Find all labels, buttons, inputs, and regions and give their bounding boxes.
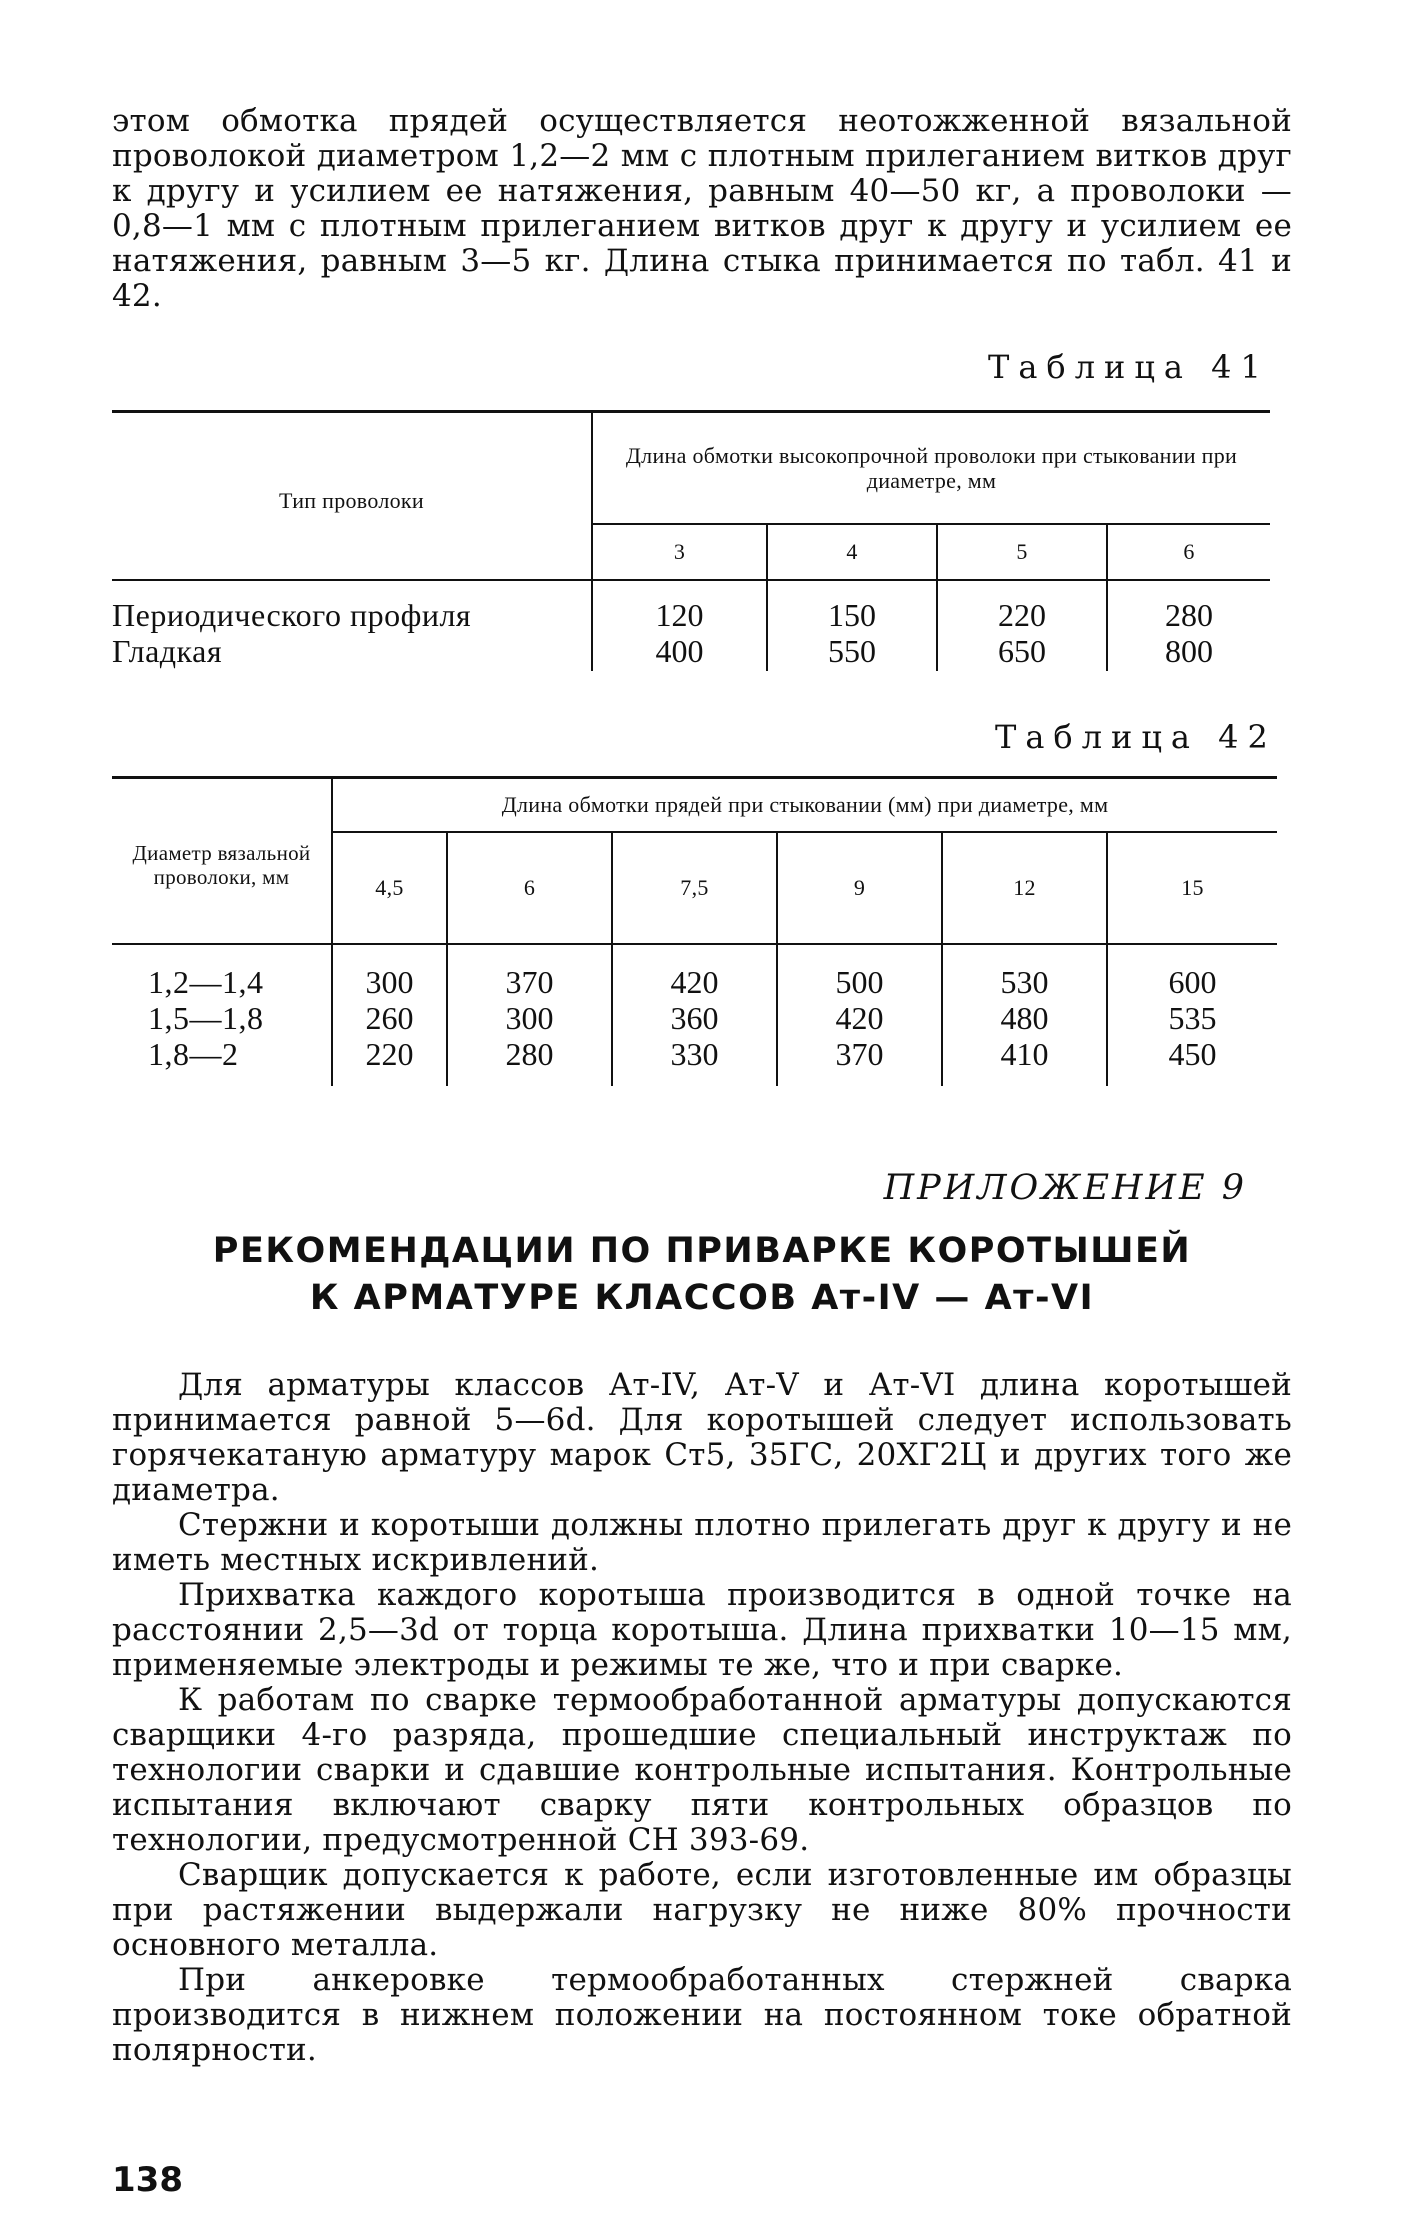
table-41-group-header: Длина обмотки высокопрочной проволоки при стыковании при диаметре, мм <box>592 412 1270 524</box>
body-paragraph: При анкеровке термообработанных стержней сварка производится в нижнем положении на постоянном токе обратной полярности. <box>112 1962 1292 2068</box>
table-42-diameter-header: 12 <box>942 832 1107 944</box>
table-41-row-label: Гладкая <box>112 633 592 671</box>
table-42-cell: 420 <box>612 944 777 1000</box>
table-41-cell: 280 <box>1165 596 1213 633</box>
table-42-cell: 220 <box>332 1036 447 1086</box>
table-42-caption: Таблица 42 <box>995 718 1277 756</box>
page-number: 138 <box>112 2160 183 2200</box>
table-41-type-header: Тип проволоки <box>112 412 592 580</box>
table-row <box>112 1036 1277 1086</box>
table-42-cell: 370 <box>447 944 612 1000</box>
table-row <box>112 944 1277 1000</box>
section-heading-line-2: К АРМАТУРЕ КЛАССОВ Ат-IV — Ат-VI <box>309 1278 1095 1318</box>
table-42-cell: 330 <box>612 1036 777 1086</box>
table-42-row-label: 1,5—1,8 <box>112 1000 332 1036</box>
table-42-cell: 370 <box>777 1036 942 1086</box>
table-42-wire-header: Диаметр вязальной проволоки, мм <box>112 778 332 944</box>
table-41-diameter-header: 3 <box>592 524 767 580</box>
table-row <box>112 1000 1277 1036</box>
table-41-cell: 120 <box>592 580 767 633</box>
table-42-diameter-header: 9 <box>777 832 942 944</box>
section-heading-line-1: РЕКОМЕНДАЦИИ ПО ПРИВАРКЕ КОРОТЫШЕЙ <box>212 1231 1192 1271</box>
table-42-group-header: Длина обмотки прядей при стыковании (мм) при диаметре, мм <box>332 778 1277 832</box>
table-42-cell: 420 <box>777 1000 942 1036</box>
body-paragraph: Сварщик допускается к работе, если изготовленные им образцы при растяжении выдержали нагрузку не ниже 80% прочности основного металла. <box>112 1857 1292 1963</box>
body-paragraph: К работам по сварке термообработанной арматуры допускаются сварщики 4-го разряда, прошедшие специальный инструктаж по технологии сварки и сдавшие контрольные испытания. Контрольные испытания включают сварку пяти контрольных образцов по технологии, предусмотренной СН 393-69. <box>112 1682 1292 1858</box>
table-41 <box>112 410 1270 671</box>
table-41-diameter-header: 6 <box>1107 524 1270 580</box>
table-41-caption: Таблица 41 <box>988 348 1270 386</box>
table-42-cell: 535 <box>1168 999 1217 1036</box>
table-42-diameter-header: 4,5 <box>332 832 447 944</box>
table-row <box>112 580 1270 633</box>
table-42-diameter-header: 15 <box>1107 832 1277 944</box>
table-41-cell: 650 <box>937 633 1107 671</box>
table-41-row-label: Периодического профиля <box>112 580 592 633</box>
table-41-cell: 150 <box>767 580 937 633</box>
table-42-cell: 410 <box>942 1036 1107 1086</box>
table-42-cell: 280 <box>447 1036 612 1086</box>
body-paragraph: Стержни и коротыши должны плотно прилегать друг к другу и не иметь местных искривлений. <box>112 1507 1292 1578</box>
body-paragraph: Прихватка каждого коротыша производится в одной точке на расстоянии 2,5—3d от торца коротыша. Длина прихватки 10—15 мм, применяемые электроды и режимы те же, что и при сварке. <box>112 1577 1292 1683</box>
table-41-cell: 800 <box>1165 632 1213 669</box>
table-42-diameter-header: 7,5 <box>612 832 777 944</box>
intro-paragraph: этом обмотка прядей осуществляется неотожженной вязальной проволокой диаметром 1,2—2 мм с плотным прилеганием витков друг к другу и усилием ее натяжения, равным 40—50 кг, а проволоки — 0,8—1 мм с плотным прилеганием витков друг к другу и усилием ее натяжения, равным 3—5 кг. Длина стыка принимается по табл. 41 и 42. <box>112 103 1292 314</box>
table-41-cell: 550 <box>767 633 937 671</box>
table-42 <box>112 776 1277 1086</box>
table-42-row-label: 1,2—1,4 <box>112 944 332 1000</box>
table-41-diameter-header: 4 <box>767 524 937 580</box>
table-41-diameter-header: 5 <box>937 524 1107 580</box>
table-41-cell: 400 <box>592 633 767 671</box>
table-42-cell: 300 <box>332 944 447 1000</box>
table-42-cell: 450 <box>1168 1035 1217 1072</box>
table-42-cell: 300 <box>447 1000 612 1036</box>
appendix-label: ПРИЛОЖЕНИЕ 9 <box>883 1168 1247 1208</box>
table-41-cell: 220 <box>937 580 1107 633</box>
table-42-row-label: 1,8—2 <box>112 1036 332 1086</box>
table-42-cell: 600 <box>1168 963 1217 1000</box>
body-paragraph: Для арматуры классов Ат-IV, Ат-V и Ат-VI длина коротышей принимается равной 5—6d. Для коротышей следует использовать горячекатаную арматуру марок Ст5, 35ГС, 20ХГ2Ц и других того же диаметра. <box>112 1367 1292 1508</box>
table-row <box>112 633 1270 671</box>
table-42-diameter-header: 6 <box>447 832 612 944</box>
table-42-cell: 500 <box>777 944 942 1000</box>
table-42-cell: 360 <box>612 1000 777 1036</box>
table-42-cell: 260 <box>332 1000 447 1036</box>
table-42-cell: 530 <box>942 944 1107 1000</box>
table-42-cell: 480 <box>942 1000 1107 1036</box>
